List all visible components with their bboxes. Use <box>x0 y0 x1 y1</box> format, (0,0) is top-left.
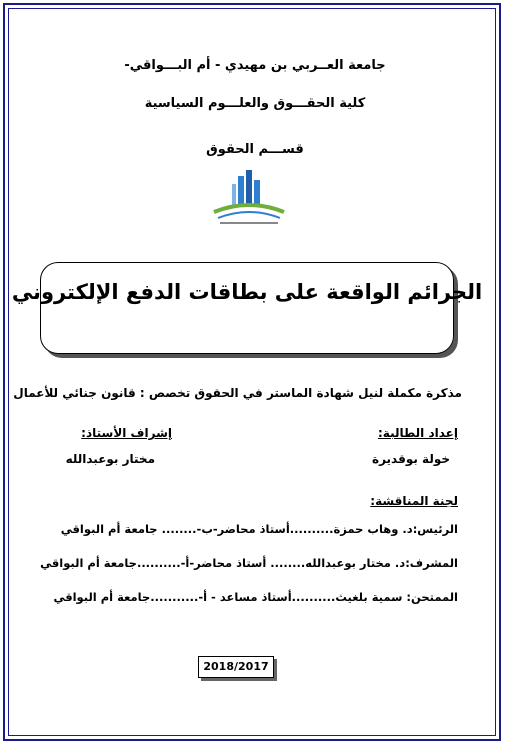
jury-member-president: الرئيس:د. وهاب حمزة..........أستاذ محاضر-ب-........ جامعة أم البواقي <box>60 522 458 536</box>
university-logo-icon <box>208 168 290 230</box>
university-name: جامعة العــربي بن مهيدي - أم البـــواقي- <box>124 58 386 73</box>
prepared-by-label: إعداد الطالبة: <box>378 426 458 440</box>
jury-title: لجنة المناقشة: <box>370 494 458 508</box>
thesis-subtitle: مذكرة مكملة لنيل شهادة الماستر في الحقوق تخصص : قانون جنائي للأعمال <box>13 386 462 400</box>
department-name: قســـم الحقوق <box>206 142 304 157</box>
supervisor-name: مختار بوعبدالله <box>65 452 155 466</box>
jury-member-examiner: الممتحن: سمية بلغيث..........أستاذ مساعد - أ-...........جامعة أم البواقي <box>53 590 458 604</box>
jury-member-supervisor: المشرف:د. مختار بوعبدالله........ أستاذ محاضر-أ-..........جامعة أم البواقي <box>40 556 458 570</box>
academic-year: 2018/2017 <box>198 656 274 678</box>
title-box <box>40 262 454 354</box>
student-name: خولة بوقديرة <box>371 452 450 466</box>
faculty-name: كلية الحقـــوق والعلـــوم السياسية <box>144 96 366 111</box>
supervisor-label: إشراف الأستاذ: <box>81 426 172 440</box>
thesis-title: الجرائم الواقعة على بطاقات الدفع الإلكتروني <box>11 280 483 304</box>
page-frame-inner <box>8 8 496 736</box>
